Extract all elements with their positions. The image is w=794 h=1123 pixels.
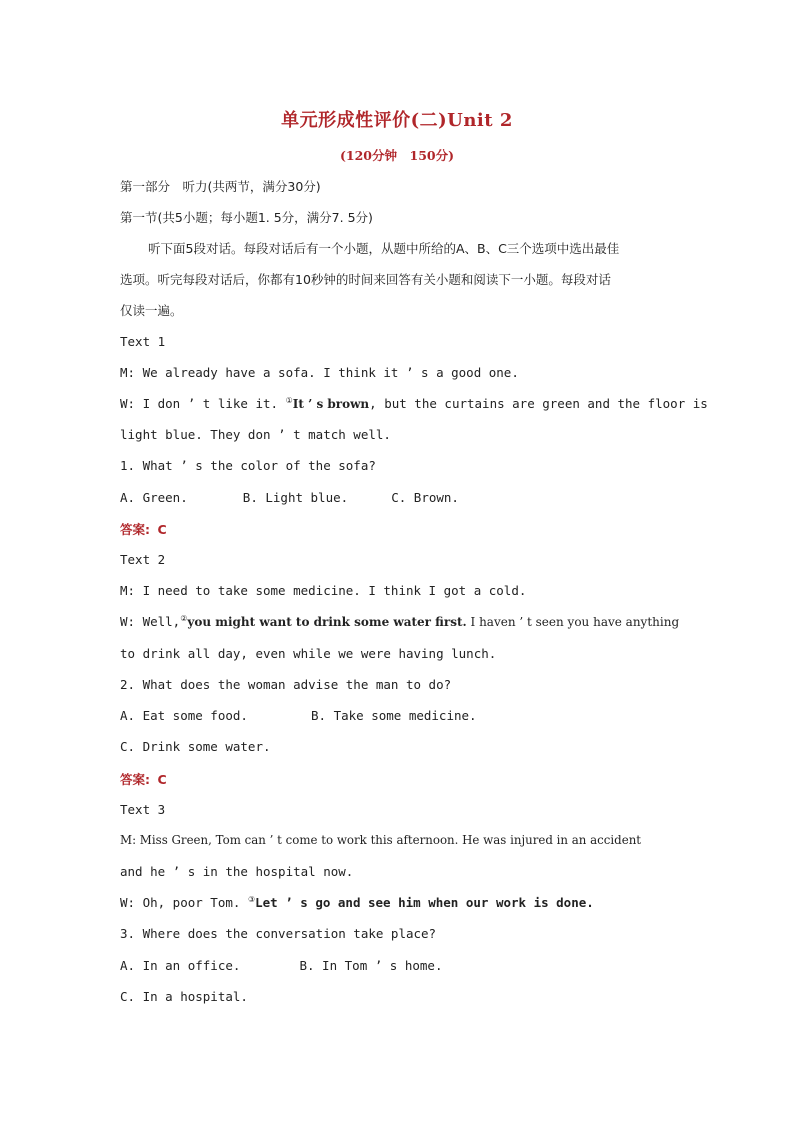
question-3: 3. Where does the conversation take place? [120,926,437,941]
marker-3: ③ [247,895,256,904]
option-b: B. Light blue. [242,490,349,505]
option-c: C. In a hospital. [120,989,248,1004]
text1-woman-post: , but the curtains are green and the floor is [369,396,708,411]
text3-woman-line [120,895,680,910]
option-c: C. Brown. [391,490,459,505]
instructions-line-1: 听下面5段对话。每段对话后有一个小题，从题中所给的A、B、C三个选项中选出最佳 [148,241,620,256]
question-1: 1. What ’ s the color of the sofa? [120,458,376,473]
answer-1 [120,520,680,538]
question-3-options [120,958,680,973]
text3-man-line: M: Miss Green, Tom can ’ t come to work this afternoon. He was injured in an accident [120,833,642,847]
question-2: 2. What does the woman advise the man to do? [120,677,452,692]
answer-label: 答案: [120,522,150,537]
page-title: 单元形成性评价(二)Unit 2 [281,110,513,131]
question-2-options [120,708,680,723]
page-subtitle: (120分钟 150分) [339,148,454,163]
text1-woman-line [120,396,708,411]
answer-2 [120,770,680,788]
text1-woman-cont: light blue. They don ’ t match well. [120,427,391,442]
text2-label: Text 2 [120,552,166,567]
text1-woman-pre: W: I don ’ t like it. [120,396,279,411]
text1-key-phrase: It ’ s brown [292,397,370,411]
section-part: 第一部分 听力(共两节，满分30分) [120,179,321,194]
text3-label: Text 3 [120,802,166,817]
text3-man-cont: and he ’ s in the hospital now. [120,864,354,879]
answer-value: C [157,522,167,537]
section-subpart: 第一节(共5小题；每小题1. 5分，满分7. 5分) [120,210,373,225]
option-b: B. Take some medicine. [311,708,477,723]
text2-woman-line [120,614,680,629]
option-a: A. Eat some food. [120,708,248,723]
text1-label: Text 1 [120,334,166,349]
answer-value: C [157,772,167,787]
text1-man-line: M: We already have a sofa. I think it ’ s a good one. [120,365,519,380]
text2-key-phrase: you might want to drink some water first. [187,615,467,629]
answer-label: 答案: [120,772,150,787]
text2-woman-cont: to drink all day, even while we were having lunch. [120,646,497,661]
marker-2: ② [180,614,188,623]
text2-woman-post: I haven ’ t seen you have anything [466,615,680,629]
option-a: A. In an office. [120,958,241,973]
option-c: C. Drink some water. [120,739,271,754]
text2-man-line: M: I need to take some medicine. I think I got a cold. [120,583,527,598]
text3-woman-pre: W: Oh, poor Tom. [120,895,241,910]
instructions-line-2: 选项。听完每段对话后，你都有10秒钟的时间来回答有关小题和阅读下一小题。每段对话 [120,272,611,287]
option-b: B. In Tom ’ s home. [299,958,443,973]
instructions-line-3: 仅读一遍。 [120,303,183,318]
text2-woman-pre: W: Well, [120,614,181,629]
question-1-options [120,490,680,505]
marker-1: ① [285,396,293,405]
option-a: A. Green. [120,490,188,505]
text3-key-phrase: Let ’ s go and see him when our work is done. [255,895,594,910]
